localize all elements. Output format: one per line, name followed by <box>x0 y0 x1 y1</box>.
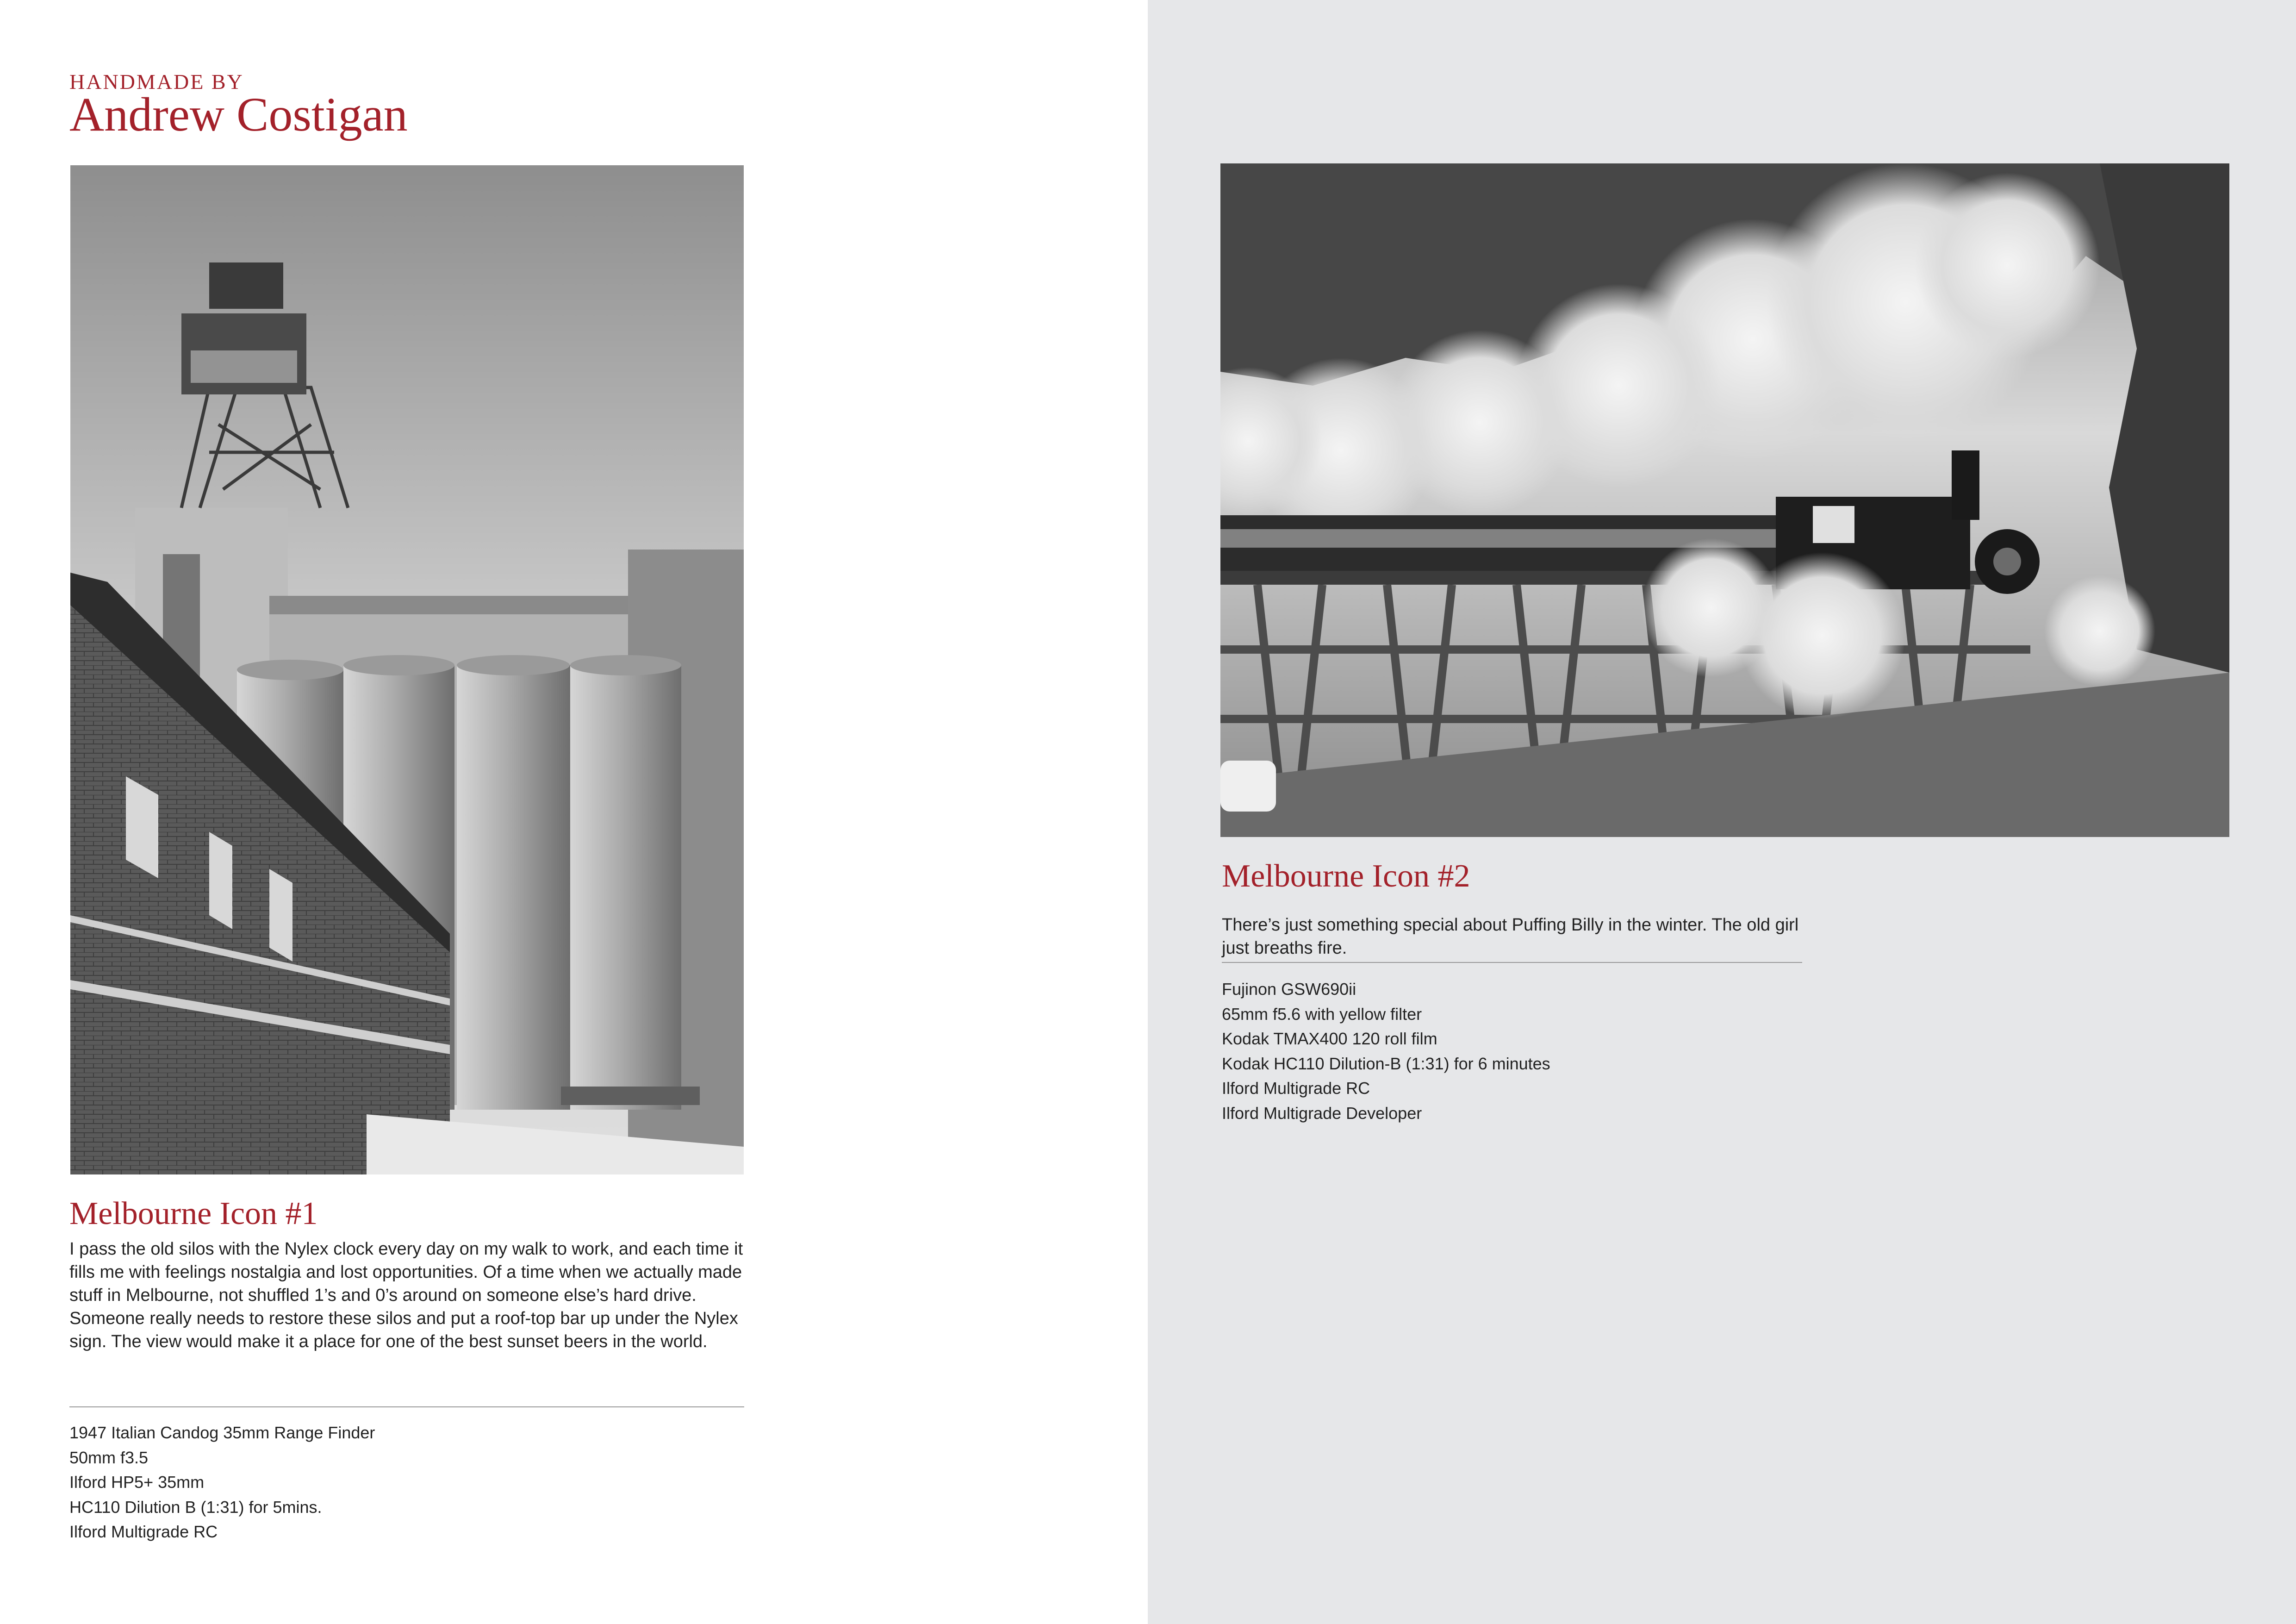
icon-1-title: Melbourne Icon #1 <box>69 1196 318 1231</box>
icon-2-specs <box>1222 977 1550 1125</box>
icon-1-description: I pass the old silos with the Nylex clock every day on my walk to work, and each time it fills me with feelings nostalgia and lost opportunities. Of a time when we actually made stuff in Melbourne, not shuffled 1’s and 0’s around on someone else’s hard drive. Someone really needs to restore these silos and put a roof-top bar up under the Nylex sign. The view would make it a place for one of the best sunset beers in the world. <box>69 1239 743 1351</box>
spec-item: Fujinon GSW690ii <box>1222 980 1356 999</box>
photo-nylex-silos <box>70 165 744 1174</box>
spec-item: 65mm f5.6 with yellow filter <box>1222 1004 1422 1024</box>
spec-item: Kodak TMAX400 120 roll film <box>1222 1029 1437 1048</box>
handmade-by-label: HANDMADE BY <box>69 70 244 94</box>
steam-train-illustration <box>1220 163 2229 837</box>
spec-item: Ilford HP5+ 35mm <box>69 1473 205 1492</box>
photo-puffing-billy <box>1220 163 2229 837</box>
spec-item: 1947 Italian Candog 35mm Range Finder <box>69 1423 375 1442</box>
icon-2-title: Melbourne Icon #2 <box>1222 858 1470 894</box>
spec-item: Ilford Multigrade Developer <box>1222 1103 1422 1123</box>
author-name: Andrew Costigan <box>69 88 408 141</box>
spec-item: Kodak HC110 Dilution-B (1:31) for 6 minutes <box>1222 1054 1550 1073</box>
spec-item: HC110 Dilution B (1:31) for 5mins. <box>69 1497 322 1517</box>
icon-2-divider <box>1222 962 1802 963</box>
silos-illustration <box>70 165 744 1174</box>
icon-1-divider <box>69 1406 744 1407</box>
spec-item: 50mm f3.5 <box>69 1448 149 1467</box>
icon-1-specs <box>69 1420 375 1544</box>
spec-item: Ilford Multigrade RC <box>1222 1079 1370 1098</box>
icon-2-description: There’s just something special about Puffing Billy in the winter. The old girl just breaths fire. <box>1222 915 1799 958</box>
spec-item: Ilford Multigrade RC <box>69 1522 218 1541</box>
